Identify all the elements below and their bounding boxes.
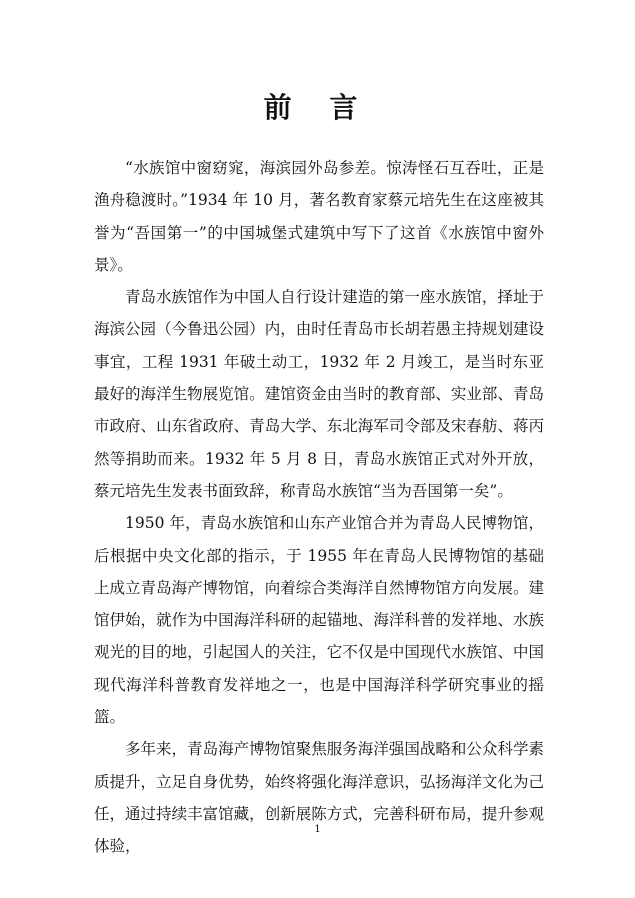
- paragraph-2: 青岛水族馆作为中国人自行设计建造的第一座水族馆，择址于海滨公园（今鲁迅公园）内，由时任青岛市长胡若愚主持规划建设事宜，工程 1931 年破土动工，1932 年 2 月竣工，是当时东亚最好的海洋生物展览馆。建馆资金由当时的教育部、实业部、青岛市政府、山东省政府、青岛大学、东北海军司令部及宋春舫、蒋丙然等捐助而来。1932 年 5 月 8 日，青岛水族馆正式对外开放，蔡元培先生发表书面致辞，称青岛水族馆“当为吾国第一矣”。: [94, 288, 544, 500]
- paragraph-3: 1950 年，青岛水族馆和山东产业馆合并为青岛人民博物馆，后根据中央文化部的指示，于 1955 年在青岛人民博物馆的基础上成立青岛海产博物馆，向着综合类海洋自然博物馆方向发展。建馆伊始，就作为中国海洋科研的起锚地、海洋科普的发祥地、水族观光的目的地，引起国人的关注，它不仅是中国现代水族馆、中国现代海洋科普教育发祥地之一，也是中国海洋科学研究事业的摇篮。: [94, 514, 544, 727]
- page-number: 1: [314, 824, 321, 835]
- paragraph-1: “水族馆中窗窈窕，海滨园外岛参差。惊涛怪石互吞吐，正是渔舟稳渡时。”1934 年 10 月，著名教育家蔡元培先生在这座被其誉为“吾国第一”的中国城堡式建筑中写下了这首《水族馆中窗外景》。: [94, 159, 544, 274]
- paragraph-4: 多年来，青岛海产博物馆聚焦服务海洋强国战略和公众科学素质提升，立足自身优势，始终将强化海洋意识，弘扬海洋文化为己任，通过持续丰富馆藏，创新展陈方式，完善科研布局，提升参观体验，: [94, 740, 544, 856]
- body-text: [94, 152, 544, 863]
- page-title: 前 言: [263, 91, 372, 124]
